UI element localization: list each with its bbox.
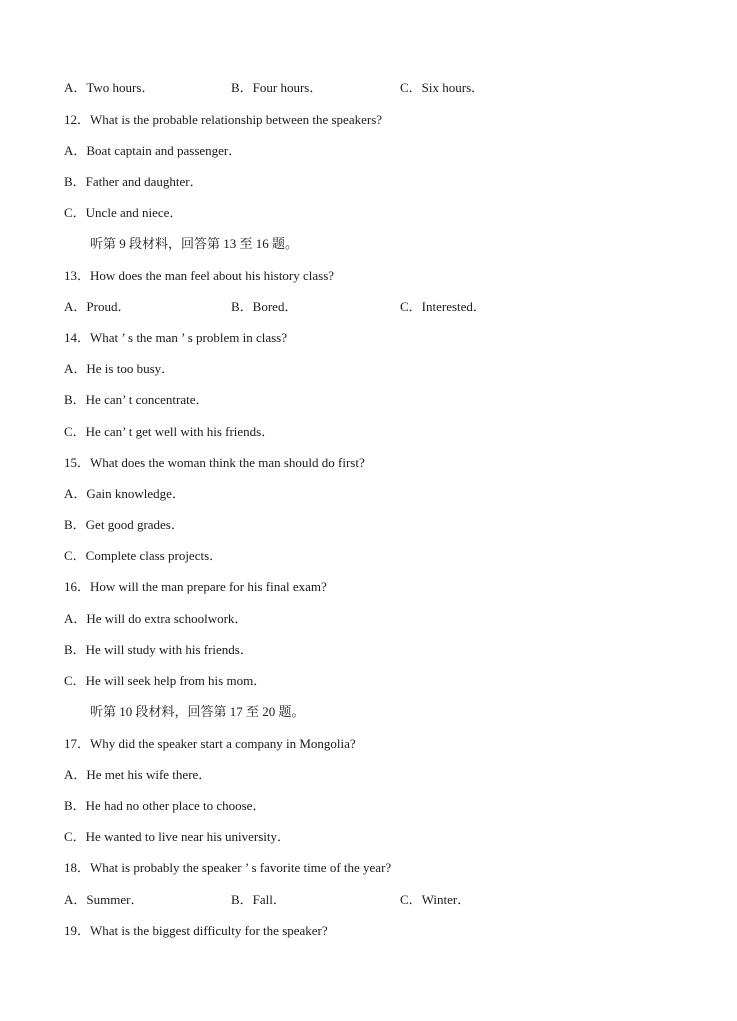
q14-option-a: A．He is too busy． <box>64 361 175 376</box>
q18-option-b: B．Fall． <box>231 892 286 907</box>
q13-option-b: B．Bored． <box>231 299 298 314</box>
q12-option-b: B．Father and daughter． <box>64 174 203 189</box>
q14-option-b: B．He can’ t concentrate． <box>64 392 209 407</box>
q14-question: 14．What ’ s the man ’ s problem in class? <box>64 330 287 345</box>
section-10-instruction: 听第 10 段材料，回答第 17 至 20 题。 <box>90 704 305 719</box>
q15-question: 15．What does the woman think the man should do first? <box>64 455 365 470</box>
q15-option-a: A．Gain knowledge． <box>64 486 185 501</box>
q17-option-c: C．He wanted to live near his university． <box>64 829 291 844</box>
q11-option-c: C．Six hours． <box>400 80 485 95</box>
q15-option-c: C．Complete class projects． <box>64 548 223 563</box>
q16-option-a: A．He will do extra schoolwork． <box>64 611 248 626</box>
q13-option-c: C．Interested． <box>400 299 486 314</box>
q13-option-a: A．Proud． <box>64 299 131 314</box>
q18-question: 18．What is probably the speaker ’ s favorite time of the year? <box>64 860 392 875</box>
section-9-instruction: 听第 9 段材料，回答第 13 至 16 题。 <box>90 236 299 251</box>
q13-question: 13．How does the man feel about his history class? <box>64 268 335 283</box>
q14-option-c: C．He can’ t get well with his friends． <box>64 424 275 439</box>
q15-option-b: B．Get good grades． <box>64 517 184 532</box>
q12-option-a: A．Boat captain and passenger． <box>64 143 242 158</box>
q18-option-c: C．Winter． <box>400 892 471 907</box>
q11-option-a: A．Two hours． <box>64 80 155 95</box>
q16-question: 16．How will the man prepare for his final exam? <box>64 579 327 594</box>
q12-question: 12．What is the probable relationship between the speakers? <box>64 112 383 127</box>
q17-option-a: A．He met his wife there． <box>64 767 212 782</box>
q19-question: 19．What is the biggest difficulty for the speaker? <box>64 923 328 938</box>
q16-option-b: B．He will study with his friends． <box>64 642 253 657</box>
q18-option-a: A．Summer． <box>64 892 144 907</box>
q12-option-c: C．Uncle and niece． <box>64 205 183 220</box>
q17-option-b: B．He had no other place to choose． <box>64 798 266 813</box>
q17-question: 17．Why did the speaker start a company in Mongolia? <box>64 736 356 751</box>
q16-option-c: C．He will seek help from his mom． <box>64 673 267 688</box>
q11-option-b: B．Four hours． <box>231 80 323 95</box>
